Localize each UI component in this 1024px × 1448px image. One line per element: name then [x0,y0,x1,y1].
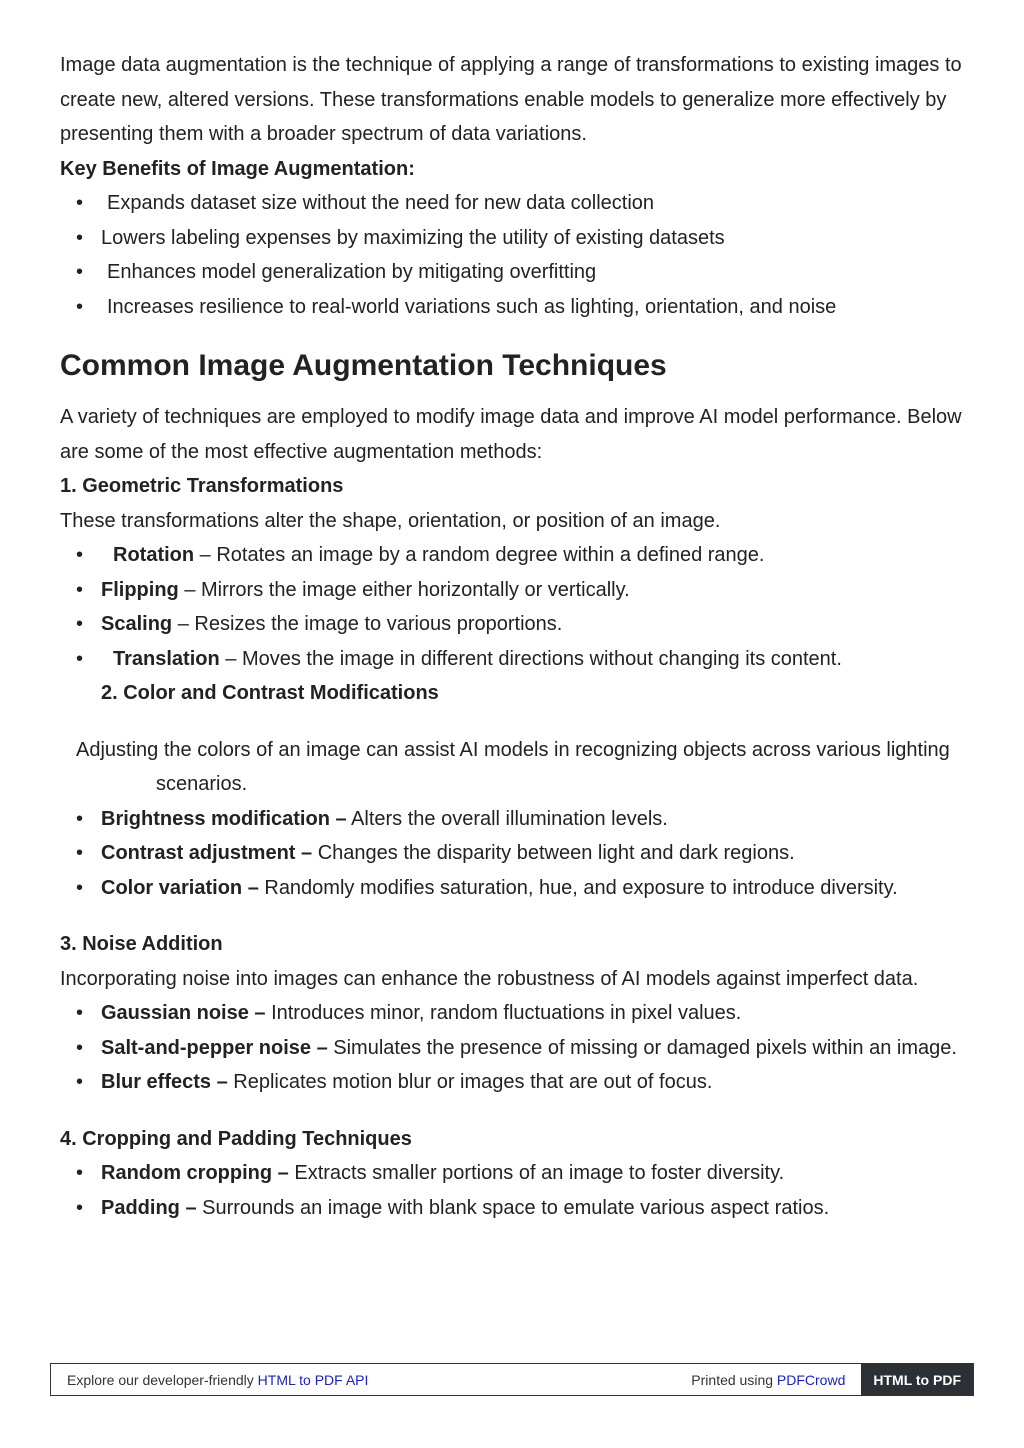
list-item: • Expands dataset size without the need for new data collection [60,186,970,221]
color-list [60,802,970,906]
item-term: Padding – [101,1196,197,1219]
item-text: – Rotates an image by a random degree within a defined range. [194,544,765,566]
noise-list [60,996,970,1100]
color-description [60,733,970,802]
item-text: Surrounds an image with blank space to emulate various aspect ratios. [196,1196,830,1219]
list-item [60,1156,970,1191]
list-item [60,996,970,1031]
item-text: Randomly modifies saturation, hue, and exposure to introduce diversity. [258,876,898,899]
html-to-pdf-badge[interactable]: HTML to PDF [861,1364,973,1395]
item-text: Alters the overall illumination levels. [346,807,668,830]
footer-bar [50,1363,974,1396]
section-title: Common Image Augmentation Techniques [60,349,667,382]
html-to-pdf-api-link[interactable]: HTML to PDF API [257,1371,369,1388]
item-text: Extracts smaller portions of an image to foster diversity. [288,1162,785,1184]
item-text: Simulates the presence of missing or damaged pixels within an image. [327,1036,957,1059]
list-item [60,1031,970,1066]
cropping-heading: 4. Cropping and Padding Techniques [60,1127,412,1150]
color-description-part2: scenarios. [156,773,248,795]
list-item [60,871,970,906]
item-term: Random cropping – [101,1162,289,1184]
list-item [60,538,970,573]
document-page [60,48,970,1225]
list-item: • Increases resilience to real-world variations such as lighting, orientation, and noise [60,290,970,325]
item-term: Blur effects – [101,1071,228,1093]
list-item [60,1065,970,1100]
list-item [60,1191,970,1226]
item-term: Rotation [113,544,195,566]
item-text: – Resizes the image to various proportions. [172,613,563,635]
item-text: Changes the disparity between light and dark regions. [312,842,795,864]
color-description-part1: Adjusting the colors of an image can assist AI models in recognizing objects across various lighting [76,738,950,761]
item-term: Color variation – [101,876,259,899]
geometric-description: These transformations alter the shape, orientation, or position of an image. [60,509,721,532]
noise-heading: 3. Noise Addition [60,933,223,955]
section-intro: A variety of techniques are employed to modify image data and improve AI model performance. Below are some of the most effective augmentation methods: [60,406,962,463]
list-item [60,607,970,642]
item-text: – Mirrors the image either horizontally or vertically. [178,578,630,601]
list-item: • Lowers labeling expenses by maximizing the utility of existing datasets [60,221,970,256]
noise-description: Incorporating noise into images can enhance the robustness of AI models against imperfect data. [60,967,919,990]
pdfcrowd-link[interactable]: PDFCrowd [776,1371,846,1388]
item-term: Translation [113,647,220,670]
item-term: Flipping [101,578,179,601]
footer-explore-text: Explore our developer-friendly [67,1371,258,1388]
item-term: Brightness modification – [101,807,347,830]
intro-paragraph: Image data augmentation is the technique of applying a range of transformations to existing images to create new, altered versions. These transformations enable models to generalize more effectively by presenting them with a broader spectrum of data variations. [60,54,962,145]
item-text: Replicates motion blur or images that are out of focus. [227,1071,713,1093]
item-text: Introduces minor, random fluctuations in pixel values. [265,1002,742,1024]
footer-explore [51,1372,691,1388]
color-heading: 2. Color and Contrast Modifications [101,682,439,704]
footer-printed [691,1372,861,1388]
geometric-heading: 1. Geometric Transformations [60,475,344,497]
item-term: Contrast adjustment – [101,842,313,864]
list-item [60,642,970,677]
benefits-list [60,186,970,324]
item-term: Scaling [101,613,173,635]
benefits-heading: Key Benefits of Image Augmentation: [60,157,415,180]
item-term: Gaussian noise – [101,1002,266,1024]
cropping-list [60,1156,970,1225]
list-item [60,802,970,837]
geometric-list [60,538,970,676]
item-text: – Moves the image in different directions without changing its content. [219,647,842,670]
item-term: Salt-and-pepper noise – [101,1036,328,1059]
list-item [60,836,970,871]
footer-printed-text: Printed using [691,1371,777,1388]
list-item [60,573,970,608]
list-item: • Enhances model generalization by mitigating overfitting [60,255,970,290]
